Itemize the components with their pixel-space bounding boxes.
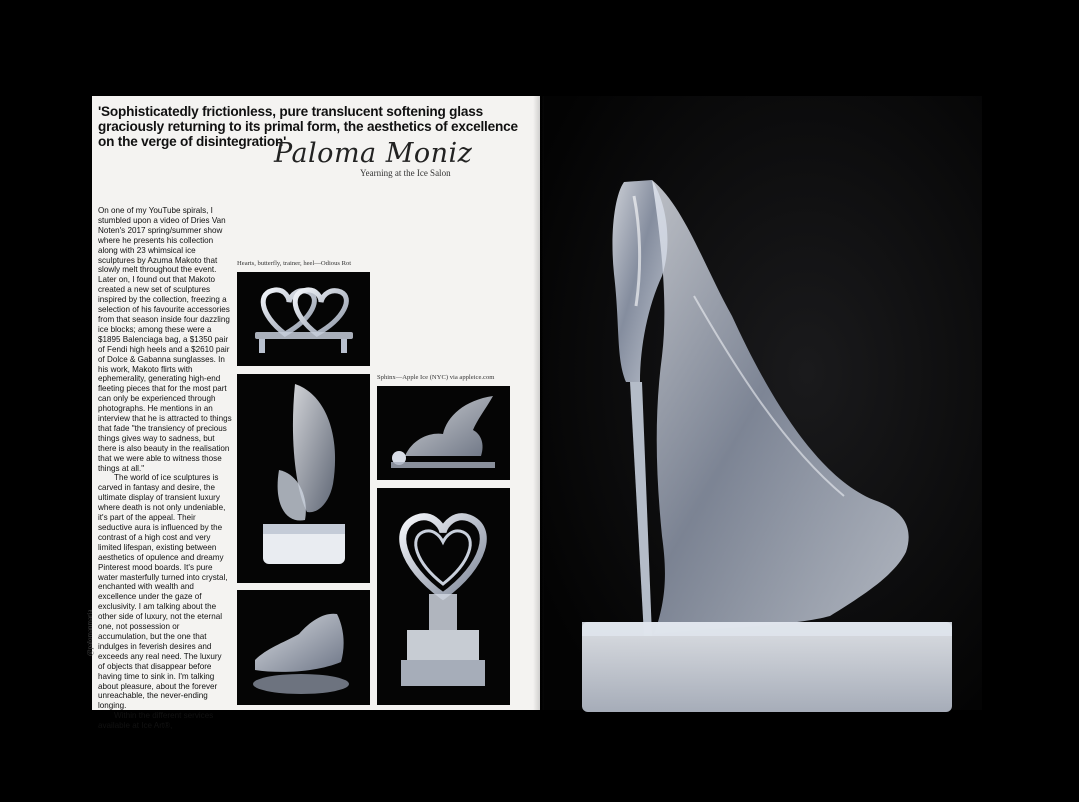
photo-heart-pedestal <box>377 488 510 705</box>
body-paragraph-1: On one of my YouTube spirals, I stumbled upon a video of Dries Van Noten's 2017 spring/summer show where he presents his collection along with 23 whimsical ice sculptures by Azuma Makoto that slowly melt throughout the event. Later on, I found out that Makoto created a new set of sculptures inspired by the collection, freezing a selection of his favourite accessories from that season inside four dazzling ice blocks; among these were a $1895 Balenciaga bag, a $1350 pair of Fendi high heels and a $2610 pair of Dolce & Gabanna sunglasses. In his work, Makoto flirts with ephemerality, generating high-end fleeting pieces that for the most part can only be experienced through photographs. He mentions in an interview that he is attracted to things that fade "the transiency of precious things gives way to sadness, but there is also beauty in the realisation that we were able to witness those things at all." <box>98 206 232 473</box>
photo-ice-high-heel <box>544 96 982 710</box>
photo-trainer <box>237 590 370 705</box>
left-page <box>86 96 540 731</box>
magazine-spread <box>86 96 982 731</box>
article-body <box>98 206 232 731</box>
article-subtitle: Yearning at the Ice Salon <box>360 168 451 178</box>
body-paragraph-2: The world of ice sculptures is carved in fantasy and desire, the ultimate display of transient luxury where death is not only undeniable, it's part of the appeal. Their seductive aura is influenced by the contrast of a high cost and very limited lifespan, existing between aesthetics of opulence and dreamy Pinterest mood boards. It's pure water masterfully turned into crystal, enchanted with wealth and excellence under the gaze of exclusivity. I am talking about the other side of luxury, not the eternal one, not possession or accumulation, but the one that indulges in feverish desires and exceeds any real need. The luxury of objects that disappear before having time to sink in. I'm talking about pleasure, about the forever unreachable, the never-ending longing. <box>98 473 228 711</box>
right-page-photo <box>544 96 982 710</box>
caption-sphinx: Sphinx—Apple Ice (NYC) via appleice.com <box>377 374 495 381</box>
photo-sphinx <box>377 386 510 480</box>
instagram-handle: @palomanmaria <box>86 609 94 656</box>
caption-hearts: Hearts, butterfly, trainer, heel—Odious Rot <box>237 260 352 267</box>
body-paragraph-3: Within the different services available at Ice Art®, <box>98 711 214 731</box>
photo-double-hearts <box>237 272 370 366</box>
photo-butterfly <box>237 374 370 583</box>
author-signature: Paloma Moniz <box>274 138 473 169</box>
pull-quote: 'Sophisticatedly frictionless, pure translucent softening glass graciously returning to its primal form, the aesthetics of excellence on the verge of disintegration' <box>98 104 518 150</box>
